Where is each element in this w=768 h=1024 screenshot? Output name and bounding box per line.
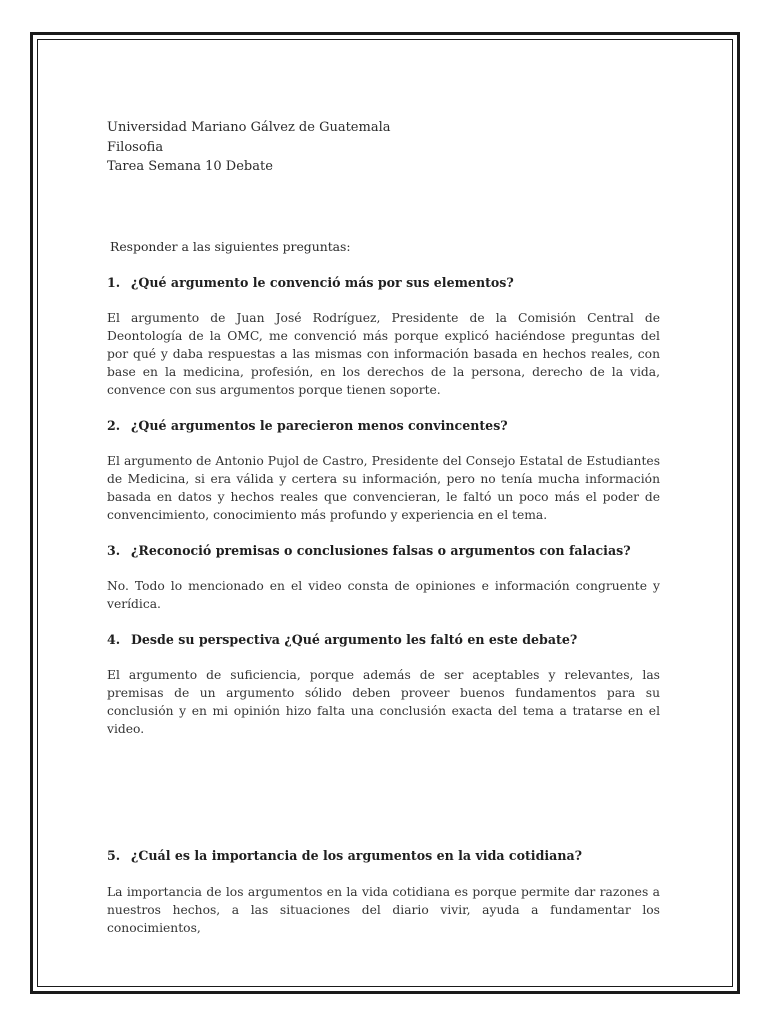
question-4 — [107, 631, 577, 649]
header-university: Universidad Mariano Gálvez de Guatemala — [107, 120, 391, 135]
question-number: 3. — [107, 543, 121, 558]
question-text: ¿Qué argumento le convenció más por sus elementos? — [131, 275, 514, 290]
question-text: ¿Qué argumentos le parecieron menos convincentes? — [131, 418, 508, 433]
question-number: 2. — [107, 418, 121, 433]
answer-4: El argumento de suficiencia, porque además de ser aceptables y relevantes, las premisas de un argumento sólido deben proveer buenos fundamentos para su conclusión y en mi opinión hizo falta una conclusión exacta del tema a tratarse en el video. — [107, 668, 660, 736]
answer-2: El argumento de Antonio Pujol de Castro, Presidente del Consejo Estatal de Estudiantes de Medicina, si era válida y certera su información, pero no tenía mucha información basada en datos y hechos reales que convencieran, le faltó un poco más el poder de convencimiento, conocimiento más profundo y experiencia en el tema. — [107, 454, 660, 522]
question-1 — [107, 274, 514, 292]
question-number: 5. — [107, 848, 121, 863]
answer-3: No. Todo lo mencionado en el video consta de opiniones e información congruente y verídica. — [107, 579, 660, 611]
answer-5: La importancia de los argumentos en la vida cotidiana es porque permite dar razones a nuestros hechos, a las situaciones del diario vivir, ayuda a fundamentar los conocimientos, — [107, 885, 660, 935]
question-3 — [107, 542, 631, 560]
document-content — [107, 118, 660, 935]
document-header — [107, 118, 660, 177]
header-course: Filosofia — [107, 139, 164, 155]
instructions-text: Responder a las siguientes preguntas: — [110, 239, 351, 254]
question-text: ¿Cuál es la importancia de los argumentos en la vida cotidiana? — [131, 848, 583, 863]
question-number: 4. — [107, 632, 121, 647]
question-text: ¿Reconoció premisas o conclusiones falsas o argumentos con falacias? — [131, 543, 631, 558]
question-number: 1. — [107, 275, 121, 290]
answer-1: El argumento de Juan José Rodríguez, Presidente de la Comisión Central de Deontología de la OMC, me convenció más porque explicó haciéndose preguntas del por qué y daba respuestas a las mismas con información basada en hechos reales, con base en la medicina, profesión, en los derechos de la persona, derecho de la vida, convence con sus argumentos porque tienen soporte. — [107, 311, 660, 397]
question-text: Desde su perspectiva ¿Qué argumento les faltó en este debate? — [131, 632, 578, 647]
question-2 — [107, 417, 508, 435]
header-assignment: Tarea Semana 10 Debate — [107, 159, 273, 174]
question-5 — [107, 847, 582, 865]
